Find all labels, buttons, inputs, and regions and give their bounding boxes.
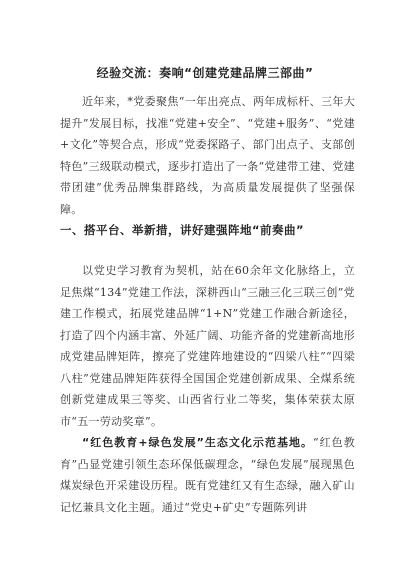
section-two-lead: “红色教育+绿色发展”生态文化示范基地。	[82, 436, 314, 449]
section-two-paragraph	[60, 432, 355, 518]
section-two-body: “红色教育”凸显党建引领生态环保低碳理念，“绿色发展”展现黑色煤炭绿色开采建设历程。既有党建红又有生态绿，融入矿山记忆兼具文化主题。通过“党史+矿史”专题陈列讲	[60, 436, 355, 514]
section-one-paragraph: 以党史学习教育为契机，站在60余年文化脉络上，立足焦煤“134”党建工作法，深耕西山“三融三化三联三创”党建工作模式，拓展党建品牌“1+N”党建工作融合新途径，打造了四个内涵丰富、外延广阔、功能齐备的党建新高地形成党建品牌矩阵，擦亮了党建阵地建设的“四梁八柱”“四梁八柱”党建品牌矩阵获得全国国企党建创新成果、全煤系统创新党建成果三等奖、山西省行业二等奖，集体荣获太原市“五一劳动奖章”。	[60, 264, 355, 428]
intro-paragraph: 近年来，*党委聚焦“一年出亮点、两年成标杆、三年大提升”发展目标，找准“党建+安全”、“党建+服务”、“党建+文化”等契合点，形成“党委探路子、部门出点子、支部创特色”三级联动模式，逐步打造出了一条“党建带工建、党建带团建”优秀品牌集群路线，为高质量发展提供了坚强保障。	[60, 95, 355, 216]
section-heading: 一、搭平台、举新措，讲好建强阵地“前奏曲”	[60, 223, 305, 237]
document-title: 经验交流：奏响“创建党建品牌三部曲”	[96, 66, 314, 80]
